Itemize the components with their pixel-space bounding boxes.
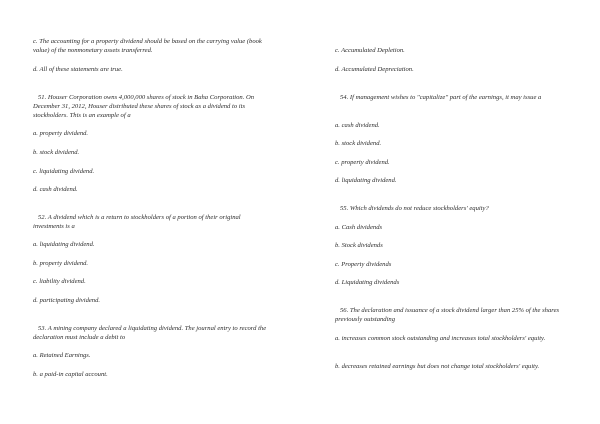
question-51: 51. Houser Corporation owns 4,000,000 shares of stock in Baha Corporation. On December 31, 2012, Houser distributed these shares of stock as a dividend to its stockholders. This is an example of a (33, 94, 255, 119)
q56-option-a: a. increases common stock outstanding and increases total stockholders' equity. (335, 335, 546, 342)
q51-option-c: c. liquidating dividend. (33, 168, 95, 175)
question-56: 56. The declaration and issuance of a stock dividend larger than 25% of the shares previously outstanding (335, 307, 560, 323)
q53-option-a: a. Retained Earnings. (33, 352, 91, 359)
q52-option-d: d. participating dividend. (33, 297, 101, 304)
question-53: 53. A mining company declared a liquidating dividend. The journal entry to record the declaration must include a debit to (33, 325, 267, 341)
question-55: 55. Which dividends do not reduce stockholders' equity? (340, 205, 489, 212)
q54-option-d: d. liquidating dividend. (335, 177, 397, 184)
q52-option-c: c. liability dividend. (33, 278, 86, 285)
question-54: 54. If management wishes to "capitalize" part of the earnings, it may issue a (340, 94, 542, 101)
q55-option-d: d. Liquidating dividends (335, 279, 400, 286)
prev-option-d: d. All of these statements are true. (33, 66, 123, 73)
q55-option-a: a. Cash dividends (335, 224, 383, 231)
q51-option-d: d. cash dividend. (33, 186, 78, 193)
prev-option-c: c. The accounting for a property dividend should be based on the carrying value (book value) of the nonmonetary assets transferred. (33, 38, 262, 54)
q55-option-c: c. Property dividends (335, 261, 392, 268)
q55-option-b: b. Stock dividends (335, 242, 383, 249)
q51-option-a: a. property dividend. (33, 130, 89, 137)
q52-option-a: a. liquidating dividend. (33, 241, 95, 248)
prev-option-c-right: c. Accumulated Depletion. (335, 47, 405, 54)
q54-option-b: b. stock dividend. (335, 140, 382, 147)
q54-option-a: a. cash dividend. (335, 122, 380, 129)
prev-option-d-right: d. Accumulated Depreciation. (335, 66, 414, 73)
q51-option-b: b. stock dividend. (33, 149, 80, 156)
q54-option-c: c. property dividend. (335, 159, 390, 166)
q53-option-b: b. a paid-in capital account. (33, 371, 108, 378)
q56-option-b: b. decreases retained earnings but does not change total stockholders' equity. (335, 363, 540, 370)
question-52: 52. A dividend which is a return to stockholders of a portion of their original investments is a (33, 214, 241, 230)
q52-option-b: b. property dividend. (33, 260, 89, 267)
